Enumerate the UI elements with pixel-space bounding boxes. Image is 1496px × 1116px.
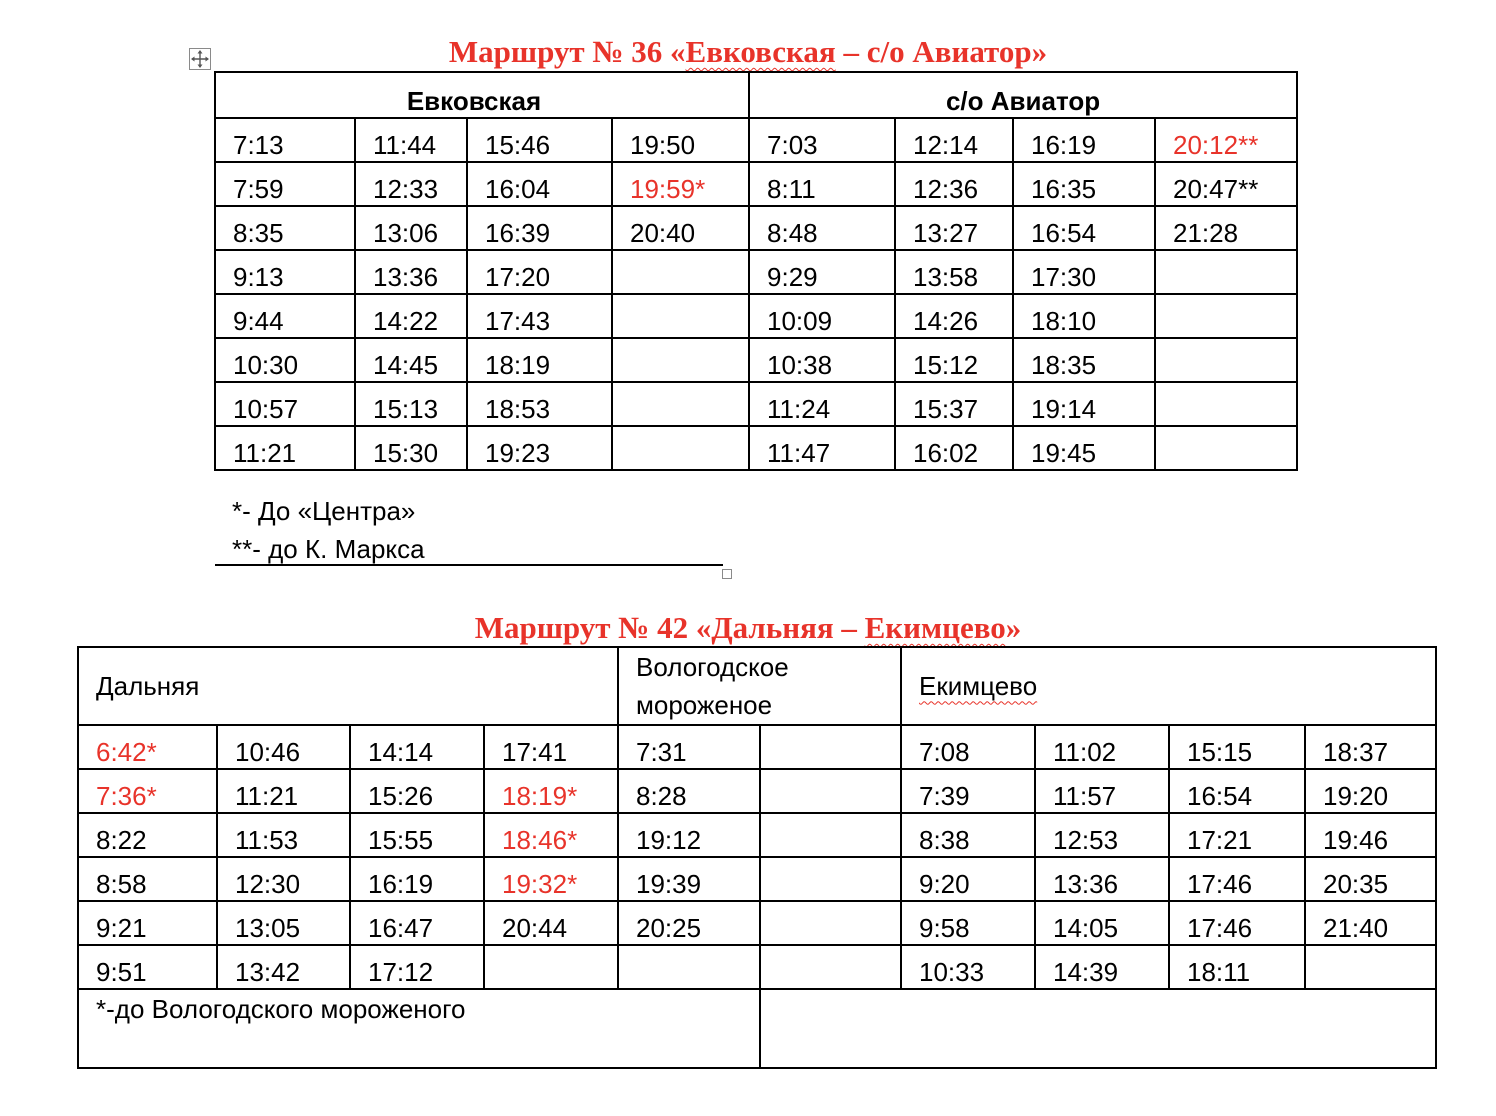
route36-cell: 12:36 xyxy=(895,162,1013,206)
route36-cell: 7:13 xyxy=(215,118,355,162)
route42-cell: 7:36* xyxy=(78,769,217,813)
route36-cell: 8:35 xyxy=(215,206,355,250)
route36-cell xyxy=(1155,338,1297,382)
route42-cell: 19:39 xyxy=(618,857,760,901)
route42-cell: 19:12 xyxy=(618,813,760,857)
route36-cell xyxy=(1155,426,1297,470)
route36-row xyxy=(215,338,1297,382)
route36-cell: 15:37 xyxy=(895,382,1013,426)
route36-cell: 15:13 xyxy=(355,382,467,426)
route42-row xyxy=(78,901,1436,945)
route42-header-vologodskoe: Вологодское мороженое xyxy=(618,647,901,725)
route36-cell xyxy=(1155,294,1297,338)
route36-note-kmarksa: **- до К. Маркса xyxy=(232,534,425,564)
route36-cell: 10:30 xyxy=(215,338,355,382)
route36-cell: 13:06 xyxy=(355,206,467,250)
route42-cell: 14:05 xyxy=(1035,901,1169,945)
route42-row xyxy=(78,857,1436,901)
route42-cell: 20:25 xyxy=(618,901,760,945)
route42-cell: 18:37 xyxy=(1305,725,1436,769)
route42-cell: 18:19* xyxy=(484,769,618,813)
route36-timetable xyxy=(214,71,1298,471)
route42-cell xyxy=(1305,945,1436,989)
route42-cell: 15:15 xyxy=(1169,725,1305,769)
route36-header-evkovskaya: Евковская xyxy=(215,72,749,118)
route36-row xyxy=(215,294,1297,338)
route36-cell: 12:14 xyxy=(895,118,1013,162)
route42-footer-empty xyxy=(760,989,1436,1068)
route42-cell: 17:46 xyxy=(1169,901,1305,945)
route36-cell: 19:23 xyxy=(467,426,612,470)
notes-underline xyxy=(215,564,723,566)
route36-cell: 20:40 xyxy=(612,206,749,250)
route36-cell: 19:59* xyxy=(612,162,749,206)
route36-row xyxy=(215,382,1297,426)
route36-cell: 16:04 xyxy=(467,162,612,206)
route36-cell: 11:21 xyxy=(215,426,355,470)
route42-cell: 17:21 xyxy=(1169,813,1305,857)
route36-cell: 15:46 xyxy=(467,118,612,162)
route36-row xyxy=(215,206,1297,250)
route42-cell: 11:57 xyxy=(1035,769,1169,813)
route36-cell xyxy=(612,294,749,338)
route42-cell: 10:46 xyxy=(217,725,350,769)
route42-title: Маршрут № 42 «Дальняя – Екимцево» xyxy=(474,610,1022,645)
route42-cell: 16:54 xyxy=(1169,769,1305,813)
route36-title: Маршрут № 36 «Евковская – с/о Авиатор» xyxy=(448,34,1048,69)
route42-cell: 13:05 xyxy=(217,901,350,945)
route36-cell: 18:19 xyxy=(467,338,612,382)
route42-cell: 19:46 xyxy=(1305,813,1436,857)
route36-cell: 10:57 xyxy=(215,382,355,426)
route42-cell: 11:53 xyxy=(217,813,350,857)
route42-cell: 9:51 xyxy=(78,945,217,989)
route36-cell: 10:09 xyxy=(749,294,895,338)
route36-cell: 21:28 xyxy=(1155,206,1297,250)
route36-cell xyxy=(612,382,749,426)
route36-cell: 14:26 xyxy=(895,294,1013,338)
table-move-handle[interactable] xyxy=(189,48,211,70)
route42-cell: 17:12 xyxy=(350,945,484,989)
route42-cell: 8:28 xyxy=(618,769,760,813)
route42-cell: 20:44 xyxy=(484,901,618,945)
route42-cell: 8:22 xyxy=(78,813,217,857)
route36-cell: 11:24 xyxy=(749,382,895,426)
route42-cell: 7:39 xyxy=(901,769,1035,813)
route36-cell: 11:47 xyxy=(749,426,895,470)
route42-cell: 8:38 xyxy=(901,813,1035,857)
route36-cell: 16:19 xyxy=(1013,118,1155,162)
route36-cell: 8:48 xyxy=(749,206,895,250)
route42-cell xyxy=(760,725,901,769)
route36-cell: 9:44 xyxy=(215,294,355,338)
route36-cell: 8:11 xyxy=(749,162,895,206)
route36-cell: 14:22 xyxy=(355,294,467,338)
route42-footer-row xyxy=(78,989,1436,1068)
route42-cell: 11:02 xyxy=(1035,725,1169,769)
route42-cell: 12:53 xyxy=(1035,813,1169,857)
route36-cell: 10:38 xyxy=(749,338,895,382)
route36-cell: 13:27 xyxy=(895,206,1013,250)
route42-cell xyxy=(760,769,901,813)
route42-header-row xyxy=(78,647,1436,725)
route42-cell: 19:20 xyxy=(1305,769,1436,813)
route42-row xyxy=(78,813,1436,857)
route42-cell: 16:19 xyxy=(350,857,484,901)
route36-cell: 18:10 xyxy=(1013,294,1155,338)
route42-footnote: *-до Вологодского мороженого xyxy=(78,989,760,1068)
route36-cell: 17:43 xyxy=(467,294,612,338)
route42-cell: 19:32* xyxy=(484,857,618,901)
route42-cell xyxy=(484,945,618,989)
route36-cell: 20:12** xyxy=(1155,118,1297,162)
route42-row xyxy=(78,769,1436,813)
route42-title-stop2: Екимцево xyxy=(864,610,1006,645)
route42-cell: 9:20 xyxy=(901,857,1035,901)
route36-cell: 13:36 xyxy=(355,250,467,294)
route36-cell: 16:35 xyxy=(1013,162,1155,206)
route42-cell: 9:21 xyxy=(78,901,217,945)
route36-cell: 12:33 xyxy=(355,162,467,206)
route36-cell: 16:54 xyxy=(1013,206,1155,250)
route36-cell xyxy=(612,426,749,470)
resize-handle-icon[interactable] xyxy=(722,569,732,579)
route36-cell xyxy=(612,338,749,382)
route42-cell: 12:30 xyxy=(217,857,350,901)
route42-row xyxy=(78,945,1436,989)
route36-row xyxy=(215,162,1297,206)
route36-cell: 15:30 xyxy=(355,426,467,470)
route36-header-row xyxy=(215,72,1297,118)
route36-cell: 15:12 xyxy=(895,338,1013,382)
route36-row xyxy=(215,250,1297,294)
route36-title-stop1: Евковская xyxy=(685,34,836,69)
route42-cell: 17:46 xyxy=(1169,857,1305,901)
route36-cell: 19:50 xyxy=(612,118,749,162)
route42-cell xyxy=(760,857,901,901)
route42-cell: 14:39 xyxy=(1035,945,1169,989)
route42-cell xyxy=(760,945,901,989)
route42-row xyxy=(78,725,1436,769)
route42-cell: 9:58 xyxy=(901,901,1035,945)
route36-cell: 7:03 xyxy=(749,118,895,162)
route36-cell: 11:44 xyxy=(355,118,467,162)
route42-cell: 7:08 xyxy=(901,725,1035,769)
route42-cell: 16:47 xyxy=(350,901,484,945)
route42-header-ekimtsevo: Екимцево xyxy=(901,647,1436,725)
route36-cell: 17:30 xyxy=(1013,250,1155,294)
route36-cell: 19:45 xyxy=(1013,426,1155,470)
route42-cell: 11:21 xyxy=(217,769,350,813)
route36-cell: 16:39 xyxy=(467,206,612,250)
route42-cell: 7:31 xyxy=(618,725,760,769)
route42-cell: 10:33 xyxy=(901,945,1035,989)
route42-header-dalnyaya: Дальняя xyxy=(78,647,618,725)
route42-cell: 17:41 xyxy=(484,725,618,769)
route36-cell xyxy=(1155,382,1297,426)
route36-note-center: *- До «Центра» xyxy=(232,496,416,526)
route36-cell: 13:58 xyxy=(895,250,1013,294)
route42-cell: 21:40 xyxy=(1305,901,1436,945)
route36-row xyxy=(215,118,1297,162)
route36-cell: 14:45 xyxy=(355,338,467,382)
route36-notes xyxy=(232,492,425,568)
route36-cell: 17:20 xyxy=(467,250,612,294)
route42-cell: 13:36 xyxy=(1035,857,1169,901)
route42-cell: 6:42* xyxy=(78,725,217,769)
route36-cell: 18:53 xyxy=(467,382,612,426)
route42-cell: 15:26 xyxy=(350,769,484,813)
route42-timetable xyxy=(77,646,1437,1069)
move-arrows-icon xyxy=(190,49,210,69)
route42-cell: 14:14 xyxy=(350,725,484,769)
route42-cell: 13:42 xyxy=(217,945,350,989)
route36-cell: 20:47** xyxy=(1155,162,1297,206)
route36-row xyxy=(215,426,1297,470)
route42-cell: 18:46* xyxy=(484,813,618,857)
route42-cell: 18:11 xyxy=(1169,945,1305,989)
route42-cell: 15:55 xyxy=(350,813,484,857)
route36-cell xyxy=(1155,250,1297,294)
route36-cell: 9:13 xyxy=(215,250,355,294)
route36-cell: 18:35 xyxy=(1013,338,1155,382)
route36-header-aviator: с/о Авиатор xyxy=(749,72,1297,118)
route42-cell xyxy=(760,813,901,857)
route36-cell: 7:59 xyxy=(215,162,355,206)
route36-cell: 19:14 xyxy=(1013,382,1155,426)
route42-cell xyxy=(618,945,760,989)
route36-cell: 9:29 xyxy=(749,250,895,294)
route42-cell: 20:35 xyxy=(1305,857,1436,901)
route42-cell: 8:58 xyxy=(78,857,217,901)
route36-cell: 16:02 xyxy=(895,426,1013,470)
route42-cell xyxy=(760,901,901,945)
route36-cell xyxy=(612,250,749,294)
